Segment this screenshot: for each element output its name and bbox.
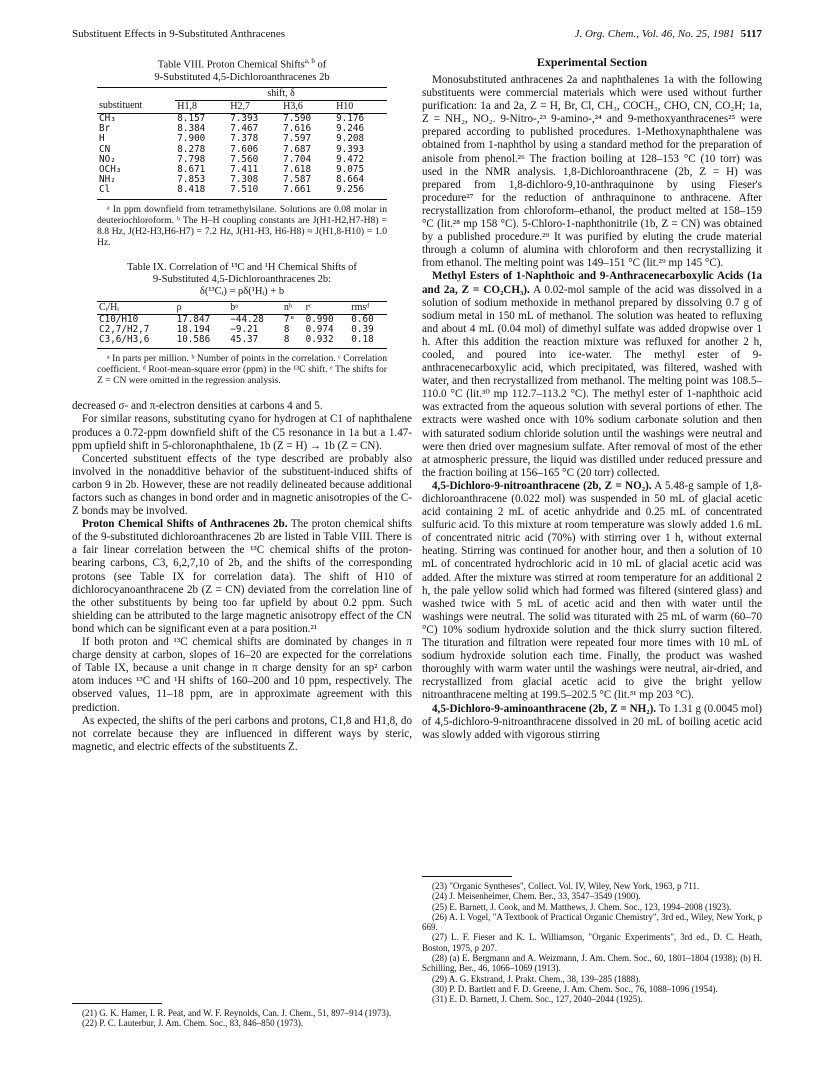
table-cell: Br <box>99 123 111 135</box>
table-cell: 9.208 <box>336 133 365 145</box>
table-cell: CN <box>99 143 111 155</box>
column-header: rᶜ <box>304 301 350 314</box>
table-row <box>97 134 387 144</box>
table-cell: C2,7/H2,7 <box>99 323 150 335</box>
table-8-caption: Table VIII. Proton Chemical Shifts$^{a, b}$ of 9-Substituted 4,5-Dichloroanthracenes 2b <box>154 57 330 83</box>
table-9-caption: Table IX. Correlation of ¹³C and ¹H Chemical Shifts of 9-Substituted 4,5-Dichloroanthracenes 2b: δ(¹³Cᵢ) = ρδ(¹Hᵢ) + b <box>127 261 357 297</box>
table-cell: 8.671 <box>177 163 206 175</box>
table-8-grid <box>97 87 387 200</box>
table-cell: 0.18 <box>349 335 387 349</box>
table-cell: 7.606 <box>230 143 259 155</box>
table-cell: 7.411 <box>230 163 259 175</box>
table-cell: 0.932 <box>304 335 350 349</box>
table-cell: 7.597 <box>283 133 312 145</box>
column-header: rmsᵈ <box>349 301 387 314</box>
table-cell: 7.798 <box>177 153 206 165</box>
table-cell: 7.853 <box>177 174 206 186</box>
table-cell: 9.393 <box>336 143 365 155</box>
paragraph-heading: Methyl Esters of 1-Naphthoic and 9-Anthracenecarboxylic Acids (1a and 2a, Z = CO₂CH₃). <box>422 270 762 296</box>
reference: (23) "Organic Syntheses", Collect. Vol. IV, Wiley, New York, 1963, p 711. <box>432 881 700 891</box>
table-cell: 7.308 <box>230 174 259 186</box>
table-cell: 8.384 <box>177 123 206 135</box>
right-column <box>422 55 762 742</box>
body-paragraph: If both proton and ¹³C chemical shifts are dominated by changes in π charge density at carbon, slopes of 16–20 are expected for the correlations of Table IX, because a unit change in π charge density for an sp² carbon atom induces ¹³C and ¹H shifts of 160–200 and 10 ppm, respectively. The observed values, 11–18 ppm, are in approximate agreement with this prediction. <box>72 636 412 714</box>
journal-citation: J. Org. Chem., Vol. 46, No. 25, 1981 5117 <box>574 28 762 40</box>
reference: (25) E. Barnett, J. Cook, and M. Matthews, J. Chem. Soc., 123, 1994–2008 (1923). <box>432 901 732 912</box>
table-cell: 9.176 <box>336 112 365 124</box>
footnote-rule <box>422 876 512 877</box>
table-9-grid <box>97 301 387 350</box>
table-cell: 7.378 <box>230 133 259 145</box>
body-paragraph: Concerted substituent effects of the type described are probably also involved in the nonadditive behavior of the substituent-induced shifts of carbon 9 in 2b. However, these are not readily delineated because additional factors such as changes in bond order and in magnetic anisotropies of the C-Z bonds may be involved. <box>72 452 412 518</box>
table-cell: 7.704 <box>283 153 312 165</box>
table-row <box>97 335 387 349</box>
running-head <box>72 28 762 44</box>
table-cell: 9.246 <box>336 123 365 135</box>
table-cell: 7.587 <box>283 174 312 186</box>
table-8 <box>97 55 387 248</box>
footnote-rule <box>72 1003 162 1004</box>
section-title: Experimental Section <box>536 55 648 69</box>
table-cell: 0.974 <box>305 323 334 335</box>
reference: (31) E. D. Barnett, J. Chem. Soc., 127, 2040–2044 (1925). <box>432 994 643 1005</box>
table-9-footnote: ᵃ In parts per million. ᵇ Number of points in the correlation. ᶜ Correlation coefficient. ᵈ Root-mean-square error (ppm) in the ¹³C shift. ᵉ The shifts for Z = CN were omitted in the regression analysis. <box>97 353 387 387</box>
page-number: 5117 <box>740 28 762 40</box>
table-cell: OCH₃ <box>99 163 122 175</box>
table-cell: 0.39 <box>351 323 374 335</box>
table-cell: 7.393 <box>230 112 259 124</box>
table-cell: 0.990 <box>305 313 334 325</box>
column-header: H10 <box>334 100 387 113</box>
table-cell: −9.21 <box>230 323 259 335</box>
shift-header: shift, δ <box>175 87 387 100</box>
left-footnotes <box>72 995 412 1029</box>
left-column <box>72 55 412 754</box>
body-paragraph: Proton Chemical Shifts of Anthracenes 2b. The proton chemical shifts of the 9-substituted dichloroanthracenes 2b are listed in Table VIII. There is a fair linear correlation between the ¹³C chemical shifts of the proton-bearing carbons, C3, 6,2,7,10 of 2b, and the shifts of the corresponding protons (see Table IX for correlation data). The shift of H10 of dichlorocyanoanthracene 2b (Z = CN) deviated from the correlation line of the other substituents by being too far upfield by about 0.2 ppm. Such shielding can be attributed to the large magnetic anisotropy effect of the CN bond which can be significant even at a para position.²¹ <box>72 518 412 635</box>
table-cell: Cl <box>97 185 175 199</box>
table-cell: 8.157 <box>177 112 206 124</box>
reference: (27) L. F. Fieser and K. L. Williamson, "Organic Experiments", 3rd ed., D. C. Heath, Boston, 1975, p 207. <box>422 932 762 953</box>
table-cell: 10.586 <box>175 335 229 349</box>
table-cell: 7.661 <box>281 185 334 199</box>
body-paragraph: Monosubstituted anthracenes 2a and naphthalenes 1a with the following substituents were commercial materials which were used without further purification: 1a and 2a, Z = H, Br, Cl, CH₃, COCH₃, CHO, CN, CO₂H; 1a, Z = NH₂, NO₂. 9-Nitro-,²³ 9-amino-,²⁴ and 9-methoxyanthracenes²⁵ were prepared according to published procedures. 1-Methoxynaphthalene was obtained from 1-naphthol by using a standard method for the preparation of anisole from phenol.²⁶ The fraction boiling at 128–153 °C (10 torr) was used in the NMR analysis. 1,8-Dichloroanthracene (2b, Z = H) was prepared from 1,8-dichloro-9,10-anthraquinone by using Fieser's procedure²⁷ for the reduction of anthraquinone to anthracene. After recrystallization from chloroform–ethanol, the product melted at 158–159 °C (lit.²⁸ mp 158 °C). 5-Chloro-1-naphthonitrile (1b, Z = CN) was obtained by a published procedure.²⁹ It was purified by eluting the crude material through a column of alumina with chloroform and then recrystallizing it from ethanol. The melting point was 149–151 °C (lit.²⁹ mp 145 °C). <box>422 74 762 270</box>
table-cell: 8 <box>283 323 290 335</box>
running-title: Substituent Effects in 9-Substituted Anthracenes <box>72 28 286 40</box>
table-cell: 7.616 <box>283 123 312 135</box>
column-header: ρ <box>175 301 229 314</box>
reference: (21) G. K. Hamer, I. R. Peat, and W. F. Reynolds, Can. J. Chem., 51, 897–914 (1973). <box>82 1008 392 1018</box>
table-cell: −44.28 <box>230 313 264 325</box>
table-cell: 8.418 <box>175 185 228 199</box>
table-row <box>97 185 387 199</box>
table-cell: 7.590 <box>283 112 312 124</box>
column-header: H2,7 <box>228 100 281 113</box>
table-cell: 7.618 <box>283 163 312 175</box>
table-cell: 0.60 <box>351 313 374 325</box>
table-cell: 9.472 <box>336 153 365 165</box>
body-paragraph: 4,5-Dichloro-9-aminoanthracene (2b, Z = NH₂). To 1.31 g (0.0045 mol) of 4,5-dichloro-9-nitroanthracene dissolved in 20 mL of boiling acetic acid was slowly added with vigorous stirring <box>422 702 762 741</box>
table-cell: 7.467 <box>230 123 259 135</box>
table-cell: 7.510 <box>228 185 281 199</box>
reference: (22) P. C. Lauterbur, J. Am. Chem. Soc., 83, 846–850 (1973). <box>82 1018 304 1029</box>
table-cell: 7.900 <box>177 133 206 145</box>
column-header: H3,6 <box>281 100 334 113</box>
body-paragraph: 4,5-Dichloro-9-nitroanthracene (2b, Z = NO₂). A 5.48-g sample of 1,8-dichloroanthracene (0.022 mol) was suspended in 50 mL of glacial acetic acid containing 2 mL of acetic anhydride and 0.25 mL of concentrated sulfuric acid. To this mixture at room temperature was slowly added 1.6 mL of concentrated nitric acid (70%) with stirring over 1 h, without external heating. Stirring was continued for another hour, and then a solution of 10 mL of concentrated hydrochloric acid in 10 mL of glacial acetic acid was added. After the mixture was stirred at room temperature for an additional 2 h, the pale yellow solid which had formed was filtered (sintered glass) and washed twice with 5 mL of acetic acid and then with water until the washings were neutral. The solid was titurated with 25 mL of warm (60–70 °C) 10% sodium hydroxide solution and the thick slurry suction filtered. The tituration and filtration were repeated four more times with 10 mL of sodium hydroxide solution each time. Finally, the product was washed thoroughly with warm water until the washings were neutral, air-dried, and recrystallized from glacial acetic acid to give the bright yellow nitroanthracene melting at 199.5–202.5 °C (lit.³¹ mp 203 °C). <box>422 479 762 702</box>
paragraph-heading: 4,5-Dichloro-9-nitroanthracene (2b, Z = NO₂). <box>432 479 652 492</box>
table-cell: 45.37 <box>228 335 282 349</box>
reference: (29) A. G. Ekstrand, J. Prakt. Chem., 38, 139–285 (1888). <box>432 973 641 984</box>
column-header: H1,8 <box>175 100 228 113</box>
table-cell: 9.075 <box>336 163 365 175</box>
paragraph-heading: 4,5-Dichloro-9-aminoanthracene (2b, Z = NH₂). <box>432 702 657 715</box>
right-footnotes <box>422 868 762 1005</box>
reference: (26) A. I. Vogel, "A Textbook of Practical Organic Chemistry", 3rd ed., Wiley, New York, p 669. <box>422 911 762 933</box>
table-cell: 9.256 <box>334 185 387 199</box>
column-header: nᵇ <box>282 301 304 314</box>
table-cell: C10/H10 <box>99 313 139 325</box>
table-8-footnote: ᵃ In ppm downfield from tetramethylsilane. Solutions are 0.08 molar in deuteriochloroform. ᵇ The H–H coupling constants are J(H1-H2,H7-H8) = 8.8 Hz, J(H2-H3,H6-H7) = 7.2 Hz, J(H1-H3, H6-H8) ≈ J(H1,8-H10) = 1.0 Hz. <box>97 203 387 248</box>
reference: (24) J. Meisenheimer, Chem. Ber., 33, 3547–3549 (1900). <box>432 891 641 902</box>
table-cell: 8 <box>282 335 304 349</box>
table-cell: 8.278 <box>177 143 206 155</box>
column-header: Cᵢ/Hᵢ <box>97 301 175 314</box>
reference: (30) P. D. Bartlett and F. D. Greene, J. Am. Chem. Soc., 76, 1088–1096 (1954). <box>432 983 718 994</box>
column-header: bᵃ <box>228 301 282 314</box>
paragraph-heading: Proton Chemical Shifts of Anthracenes 2b. <box>82 518 288 531</box>
table-cell: NO₂ <box>99 153 116 165</box>
table-cell: 18.194 <box>176 323 211 335</box>
table-cell: C3,6/H3,6 <box>97 335 175 349</box>
body-paragraph: Methyl Esters of 1-Naphthoic and 9-Anthracenecarboxylic Acids (1a and 2a, Z = CO₂CH₃). A 0.02-mol sample of the acid was dissolved in a solution of sodium methoxide in methanol prepared by dissolving 0.7 g of sodium metal in 150 mL of methanol. The solution was heated to refluxing and about 4 mL (0.04 mol) of dimethyl sulfate was added dropwise over 1 h. After this addition the reaction mixture was refluxed for another 2 h, cooled, and poured into ice-water. The methyl ester of 9-anthracenecarboxylic acid, which precipitated, was filtered, washed with water, and then recrystallized from methanol. The melting point was 108.5–110.0 °C (lit.³⁰ mp 112.7–113.2 °C). The methyl ester of 1-naphthoic acid was extracted from the aqueous solution with several portions of ether. The extracts were washed once with 10% sodium carbonate solution and then with saturated sodium chloride solution until the washings were neutral and were then dried over magnesium sulfate. After removal of most of the ether at atmospheric pressure, the liquid was distilled under reduced pressure and the fraction boiling at 156–165 °C (20 torr) collected. <box>422 270 762 479</box>
table-cell: 8.664 <box>336 174 365 186</box>
body-paragraph: As expected, the shifts of the peri carbons and protons, C1,8 and H1,8, do not correlate because they are influenced in different ways by steric, magnetic, and electric effects of the substituents Z. <box>72 714 412 753</box>
table-cell: 17.847 <box>176 313 211 325</box>
table-cell: 7.687 <box>283 143 312 155</box>
table-9 <box>97 262 387 387</box>
table-cell: CH₃ <box>99 112 116 124</box>
body-paragraph: decreased σ- and π-electron densities at carbons 4 and 5. <box>72 400 323 413</box>
table-cell: 7.560 <box>230 153 259 165</box>
column-header: substituent <box>97 100 175 113</box>
reference: (28) (a) E. Bergmann and A. Weizmann, J. Am. Chem. Soc., 60, 1801–1804 (1938); (b) H. Schilling, Ber., 46, 1066–1069 (1913). <box>422 953 762 974</box>
table-cell: H <box>99 133 105 145</box>
table-cell: NH₂ <box>99 174 116 186</box>
body-paragraph: For similar reasons, substituting cyano for hydrogen at C1 of naphthalene produces a 0.72-ppm downfield shift of the C5 resonance in 1a but a 1.47-ppm upfield shift in 5-chloronaphthalene, 1b (Z = H) → 1b (Z = CN). <box>72 413 412 452</box>
table-cell: 7ᵉ <box>283 313 296 325</box>
